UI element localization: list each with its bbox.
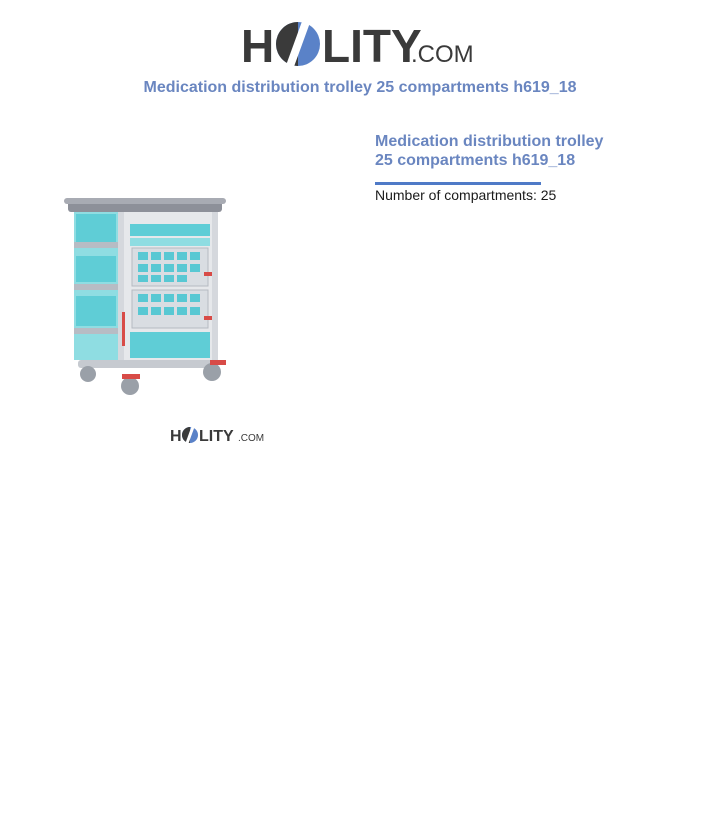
spec-row xyxy=(375,187,556,203)
product-image[interactable] xyxy=(46,176,246,402)
product-title xyxy=(375,132,675,170)
product-title-line2: 25 compartments h619_18 xyxy=(375,152,576,169)
logo-com: .COM xyxy=(411,41,474,68)
small-logo-o-icon xyxy=(182,425,198,445)
holity-logo[interactable] xyxy=(0,8,720,70)
logo-letter-h: H xyxy=(241,20,275,70)
product-title-line1: Medication distribution trolley xyxy=(375,133,604,150)
holity-logo-small[interactable] xyxy=(168,423,268,447)
small-logo-text-lity: LITY xyxy=(199,428,234,445)
logo-o-icon xyxy=(276,18,320,70)
small-logo-letter-h: H xyxy=(170,428,182,445)
small-logo-com: .COM xyxy=(238,433,265,444)
page-title: Medication distribution trolley 25 compartments h619_18 xyxy=(143,79,577,96)
spec-label: Number of compartments: xyxy=(375,187,537,203)
spec-value: 25 xyxy=(540,187,557,203)
title-underline xyxy=(375,182,541,185)
logo-text-lity: LITY xyxy=(322,20,422,70)
